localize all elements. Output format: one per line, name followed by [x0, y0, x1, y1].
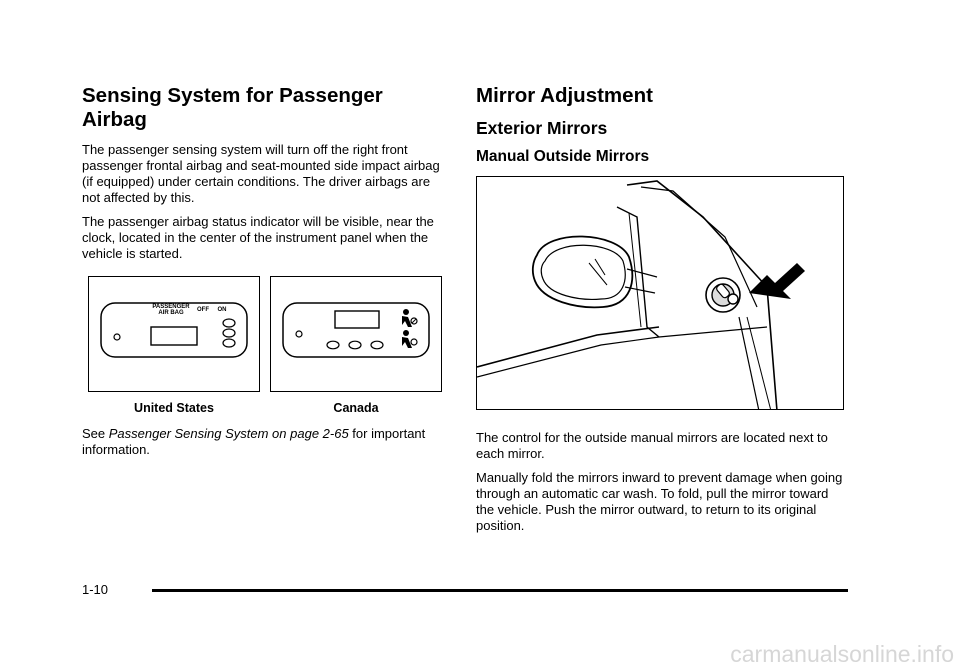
footer-rule — [152, 589, 848, 592]
canada-indicator-illustration — [271, 277, 443, 393]
mirror-control-knob-icon — [706, 278, 740, 312]
airbag-on-symbol-icon — [402, 330, 417, 348]
knob-icon — [114, 334, 120, 340]
manual-outside-mirrors-heading: Manual Outside Mirrors — [476, 148, 650, 165]
airbag-off-symbol-icon — [402, 309, 417, 327]
button-icon — [349, 341, 361, 349]
left-column — [82, 84, 442, 466]
button-icon — [371, 341, 383, 349]
see-suffix: for important information. — [82, 426, 426, 457]
us-indicator-on-label: ON — [217, 307, 227, 313]
us-indicator-illustration — [89, 277, 261, 393]
airbag-section-heading: Sensing System for Passenger Airbag — [82, 84, 383, 131]
mirror-illustration — [476, 176, 844, 410]
page-number: 1-10 — [82, 582, 109, 597]
off-indicator-icon — [223, 329, 235, 337]
button-icon — [223, 319, 235, 327]
canada-indicator-caption: Canada — [333, 401, 379, 415]
us-indicator-label-line1: PASSENGER — [152, 304, 190, 310]
clock-display-icon — [335, 311, 379, 328]
right-column — [476, 84, 848, 542]
pointer-arrow-icon — [749, 263, 805, 299]
us-indicator-figure — [88, 276, 260, 392]
mirror-paragraph-2: Manually fold the mirrors inward to prevent damage when going through an automatic car wash. To fold, pull the mirror toward the vehicle. Push the mirror outward, to return to its original position. — [476, 470, 843, 533]
us-indicator-off-label: OFF — [197, 307, 209, 313]
see-reference — [82, 426, 442, 458]
mirror-section-heading: Mirror Adjustment — [476, 84, 653, 107]
cross-reference-link[interactable]: Passenger Sensing System on page 2-65 — [108, 426, 349, 441]
see-prefix: See — [82, 426, 109, 441]
button-icon — [327, 341, 339, 349]
on-indicator-icon — [223, 339, 235, 347]
us-indicator-caption: United States — [134, 401, 214, 415]
airbag-paragraph-2: The passenger airbag status indicator will be visible, near the clock, located in the center of the instrument panel when the vehicle is started. — [82, 214, 434, 261]
exterior-mirrors-heading: Exterior Mirrors — [476, 118, 608, 138]
airbag-paragraph-1: The passenger sensing system will turn off the right front passenger frontal airbag and seat-mounted side impact airbag (if equipped) under certain conditions. The driver airbags are not affected by this. — [82, 142, 440, 205]
mirror-drawing — [477, 177, 844, 410]
mirror-paragraph-1: The control for the outside manual mirrors are located next to each mirror. — [476, 430, 828, 461]
clock-display-icon — [151, 327, 197, 345]
knob-icon — [296, 331, 302, 337]
us-indicator-label-line2: AIR BAG — [158, 310, 184, 316]
canada-indicator-figure — [270, 276, 442, 392]
watermark: carmanualsonline.info — [730, 641, 954, 667]
indicator-figures — [82, 276, 442, 426]
